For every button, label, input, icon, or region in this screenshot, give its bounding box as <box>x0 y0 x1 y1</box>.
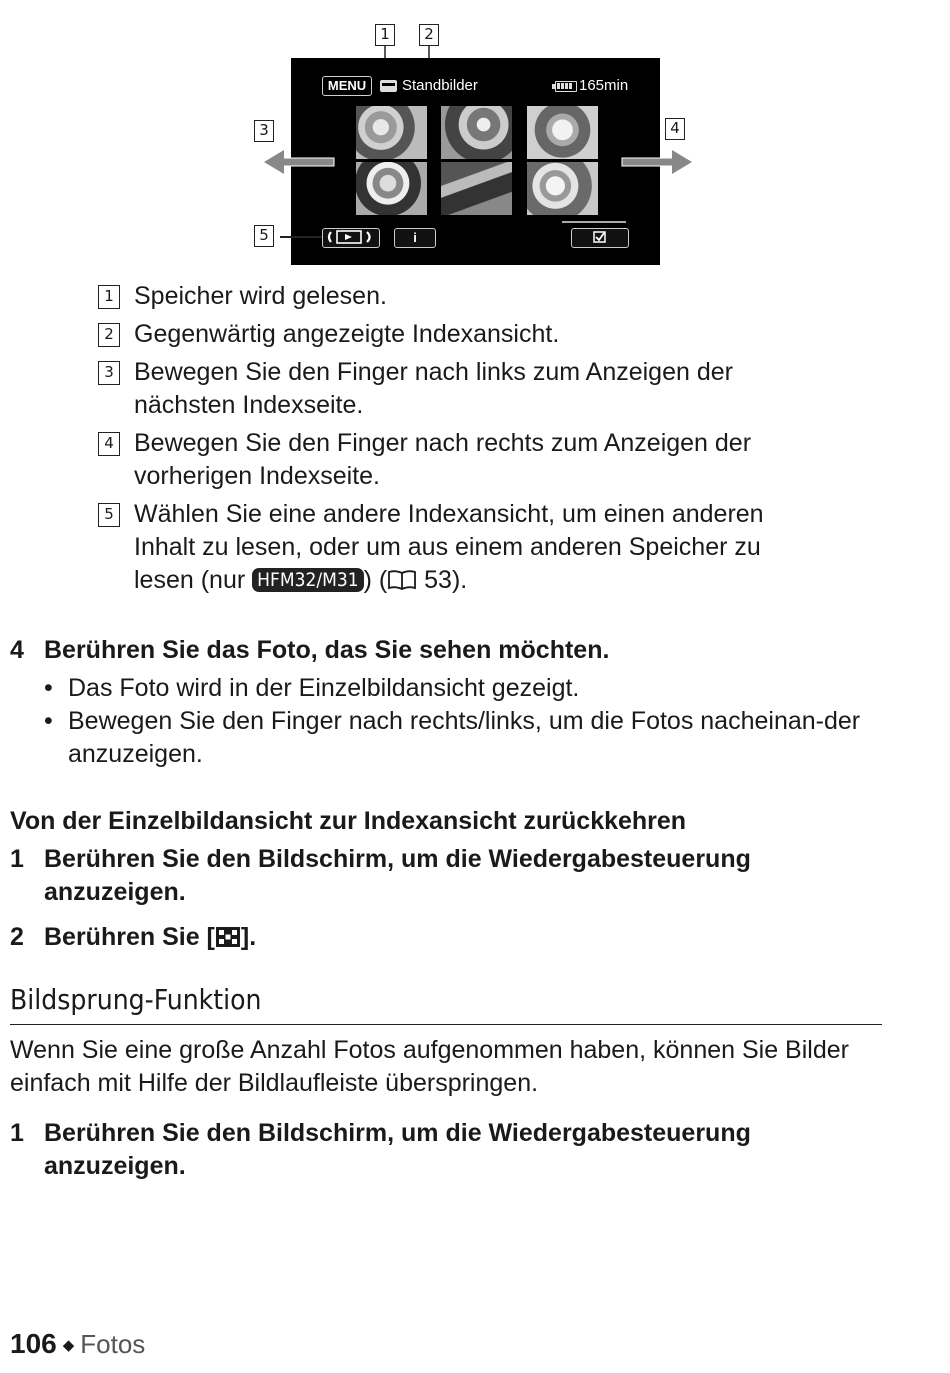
camera-screen-figure <box>250 20 690 270</box>
step-number: 2 <box>10 923 24 951</box>
legend-item <box>98 356 798 422</box>
figure-legend <box>98 280 878 602</box>
menu-button[interactable]: MENU <box>322 76 372 96</box>
step-4-bullets <box>44 672 894 771</box>
callout-2: 2 <box>419 24 439 46</box>
section-title: Bildsprung-Funktion <box>10 984 882 1025</box>
page-number: 106 <box>10 1328 57 1359</box>
legend-number: 1 <box>98 285 120 309</box>
step-number: 4 <box>10 636 24 664</box>
return-step-2 <box>10 921 890 954</box>
legend-number: 5 <box>98 503 120 527</box>
callout-1: 1 <box>375 24 395 46</box>
swipe-left-arrow-icon <box>264 150 336 174</box>
legend-item <box>98 427 818 493</box>
subsection-heading: Von der Einzelbildansicht zur Indexansicht zurückkehren <box>10 807 687 835</box>
legend-text: Speicher wird gelesen. <box>134 282 387 310</box>
bullet-item: • Das Foto wird in der Einzelbildansicht gezeigt. <box>44 672 894 705</box>
step-number: 1 <box>10 845 24 873</box>
photo-thumbnail[interactable] <box>356 106 427 159</box>
bullet-item: • Bewegen Sie den Finger nach rechts/links, um die Fotos nacheinan-der anzuzeigen. <box>44 705 894 771</box>
legend-item <box>98 280 878 313</box>
checkbox-icon <box>592 230 608 244</box>
section-paragraph: Wenn Sie eine große Anzahl Fotos aufgenommen haben, können Sie Bilder einfach mit Hilfe der Bildlaufleiste überspringen. <box>10 1036 849 1097</box>
callout-5: 5 <box>254 225 274 247</box>
footer-section-name: Fotos <box>80 1329 146 1359</box>
memory-icon <box>380 80 397 92</box>
step-4 <box>10 634 890 667</box>
photo-thumbnail[interactable] <box>441 106 512 159</box>
swipe-right-arrow-icon <box>620 150 692 174</box>
legend-number: 3 <box>98 361 120 385</box>
callout-5-leader <box>280 236 322 238</box>
separator-diamond-icon: ◆ <box>62 1337 75 1354</box>
callout-4: 4 <box>665 118 685 140</box>
book-icon <box>387 569 417 591</box>
camera-lcd-screen <box>291 58 660 265</box>
step-text: Berühren Sie den Bildschirm, um die Wiedergabesteuerung anzuzeigen. <box>44 845 751 906</box>
legend-text: Bewegen Sie den Finger nach rechts zum Anzeigen der vorherigen Indexseite. <box>134 429 752 490</box>
photo-thumbnail[interactable] <box>527 162 598 215</box>
legend-number: 2 <box>98 323 120 347</box>
legend-item <box>98 318 878 351</box>
page-footer <box>10 1328 145 1362</box>
legend-text: Gegenwärtig angezeigte Indexansicht. <box>134 320 560 348</box>
legend-text: Bewegen Sie den Finger nach links zum Anzeigen der nächsten Indexseite. <box>134 358 733 419</box>
legend-text: ) ( <box>363 566 388 594</box>
step-number: 1 <box>10 1119 24 1147</box>
step-text: Berühren Sie den Bildschirm, um die Wiedergabesteuerung anzuzeigen. <box>44 1119 751 1180</box>
photo-thumbnail[interactable] <box>441 162 512 215</box>
legend-text: ). <box>451 566 468 594</box>
legend-number: 4 <box>98 432 120 456</box>
select-button[interactable] <box>571 228 629 248</box>
info-button[interactable]: i <box>394 228 436 248</box>
legend-item <box>98 498 818 597</box>
callout-3: 3 <box>254 120 274 142</box>
divider <box>562 221 626 223</box>
photo-thumbnail[interactable] <box>356 162 427 215</box>
return-step-1 <box>10 843 830 909</box>
index-view-label: Standbilder <box>402 77 478 94</box>
step-text: Berühren Sie das Foto, das Sie sehen möchten. <box>44 636 610 664</box>
page-reference[interactable]: 53 <box>424 566 452 594</box>
step-text: Berühren Sie [ <box>44 923 215 951</box>
jump-step-1 <box>10 1117 830 1183</box>
step-text: ]. <box>240 923 257 951</box>
battery-remaining: 165min <box>579 77 629 94</box>
change-index-view-button[interactable] <box>322 228 380 248</box>
battery-icon <box>555 81 577 92</box>
model-badge: HFM32/M31 <box>252 568 363 592</box>
index-grid-icon <box>215 926 241 948</box>
index-view-icon <box>325 229 377 245</box>
legend-text: Wählen Sie eine andere Indexansicht, um einen anderen Inhalt zu lesen, oder um aus einem anderen Speicher zu lesen (nur <box>134 500 764 594</box>
photo-thumbnail[interactable] <box>527 106 598 159</box>
